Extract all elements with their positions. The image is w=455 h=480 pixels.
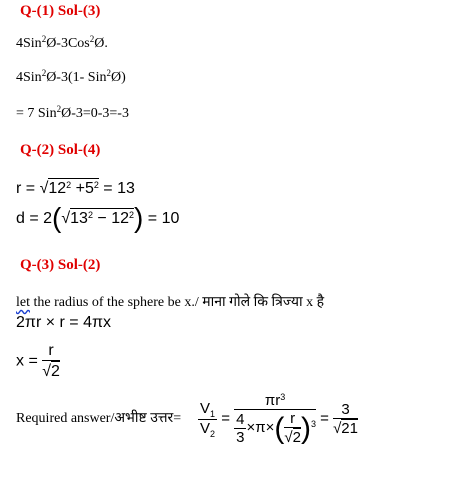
q3-intro-let: let	[16, 295, 30, 310]
q2-d-equation: $d = 2(√13^2 - 12^2) = 10$	[16, 202, 180, 233]
answer-equation: $\frac{V_1}{V_2}$ = $\pi r^3$ $\frac{4}{3}$ ×π×( $\frac{r}{√2}$ )$^3$ = $\frac{3}{√21}$	[200, 392, 358, 446]
q3-intro-rest: the radius of the sphere be x./ माना गोले कि त्रिज्या x है	[30, 295, 325, 310]
q2-r-equation: $r = √12^2 +5^2 = 13$	[16, 180, 135, 197]
q1-line3: = 7 Sin$^2$Ø-3=0-3=-3	[16, 104, 129, 121]
q2-heading: Q-(2) Sol-(4)	[20, 142, 101, 158]
volume-fraction: $\pi r^3$ $\frac{4}{3}$ ×π×( $\frac{r}{√2}$ )$^3$	[236, 392, 316, 446]
v-ratio: $\frac{V_1}{V_2}$	[200, 399, 216, 439]
q1-line1: 4Sin$^2$Ø-3Cos$^2$Ø.	[16, 34, 108, 51]
answer-label: Required answer/अभीष्ट उत्तर=	[16, 411, 182, 426]
result-fraction: $\frac{3}{√21}$	[333, 401, 358, 437]
q1-line2: 4Sin$^2$Ø-3(1- Sin$^2$Ø)	[16, 68, 126, 85]
q3-heading: Q-(3) Sol-(2)	[20, 257, 101, 273]
q3-eq1: 2πr × r = 4πx	[16, 314, 111, 331]
q3-intro	[16, 292, 324, 311]
q3-eq2: x = $\frac{r}{√2}$	[16, 342, 60, 380]
q1-heading: Q-(1) Sol-(3)	[20, 3, 101, 19]
